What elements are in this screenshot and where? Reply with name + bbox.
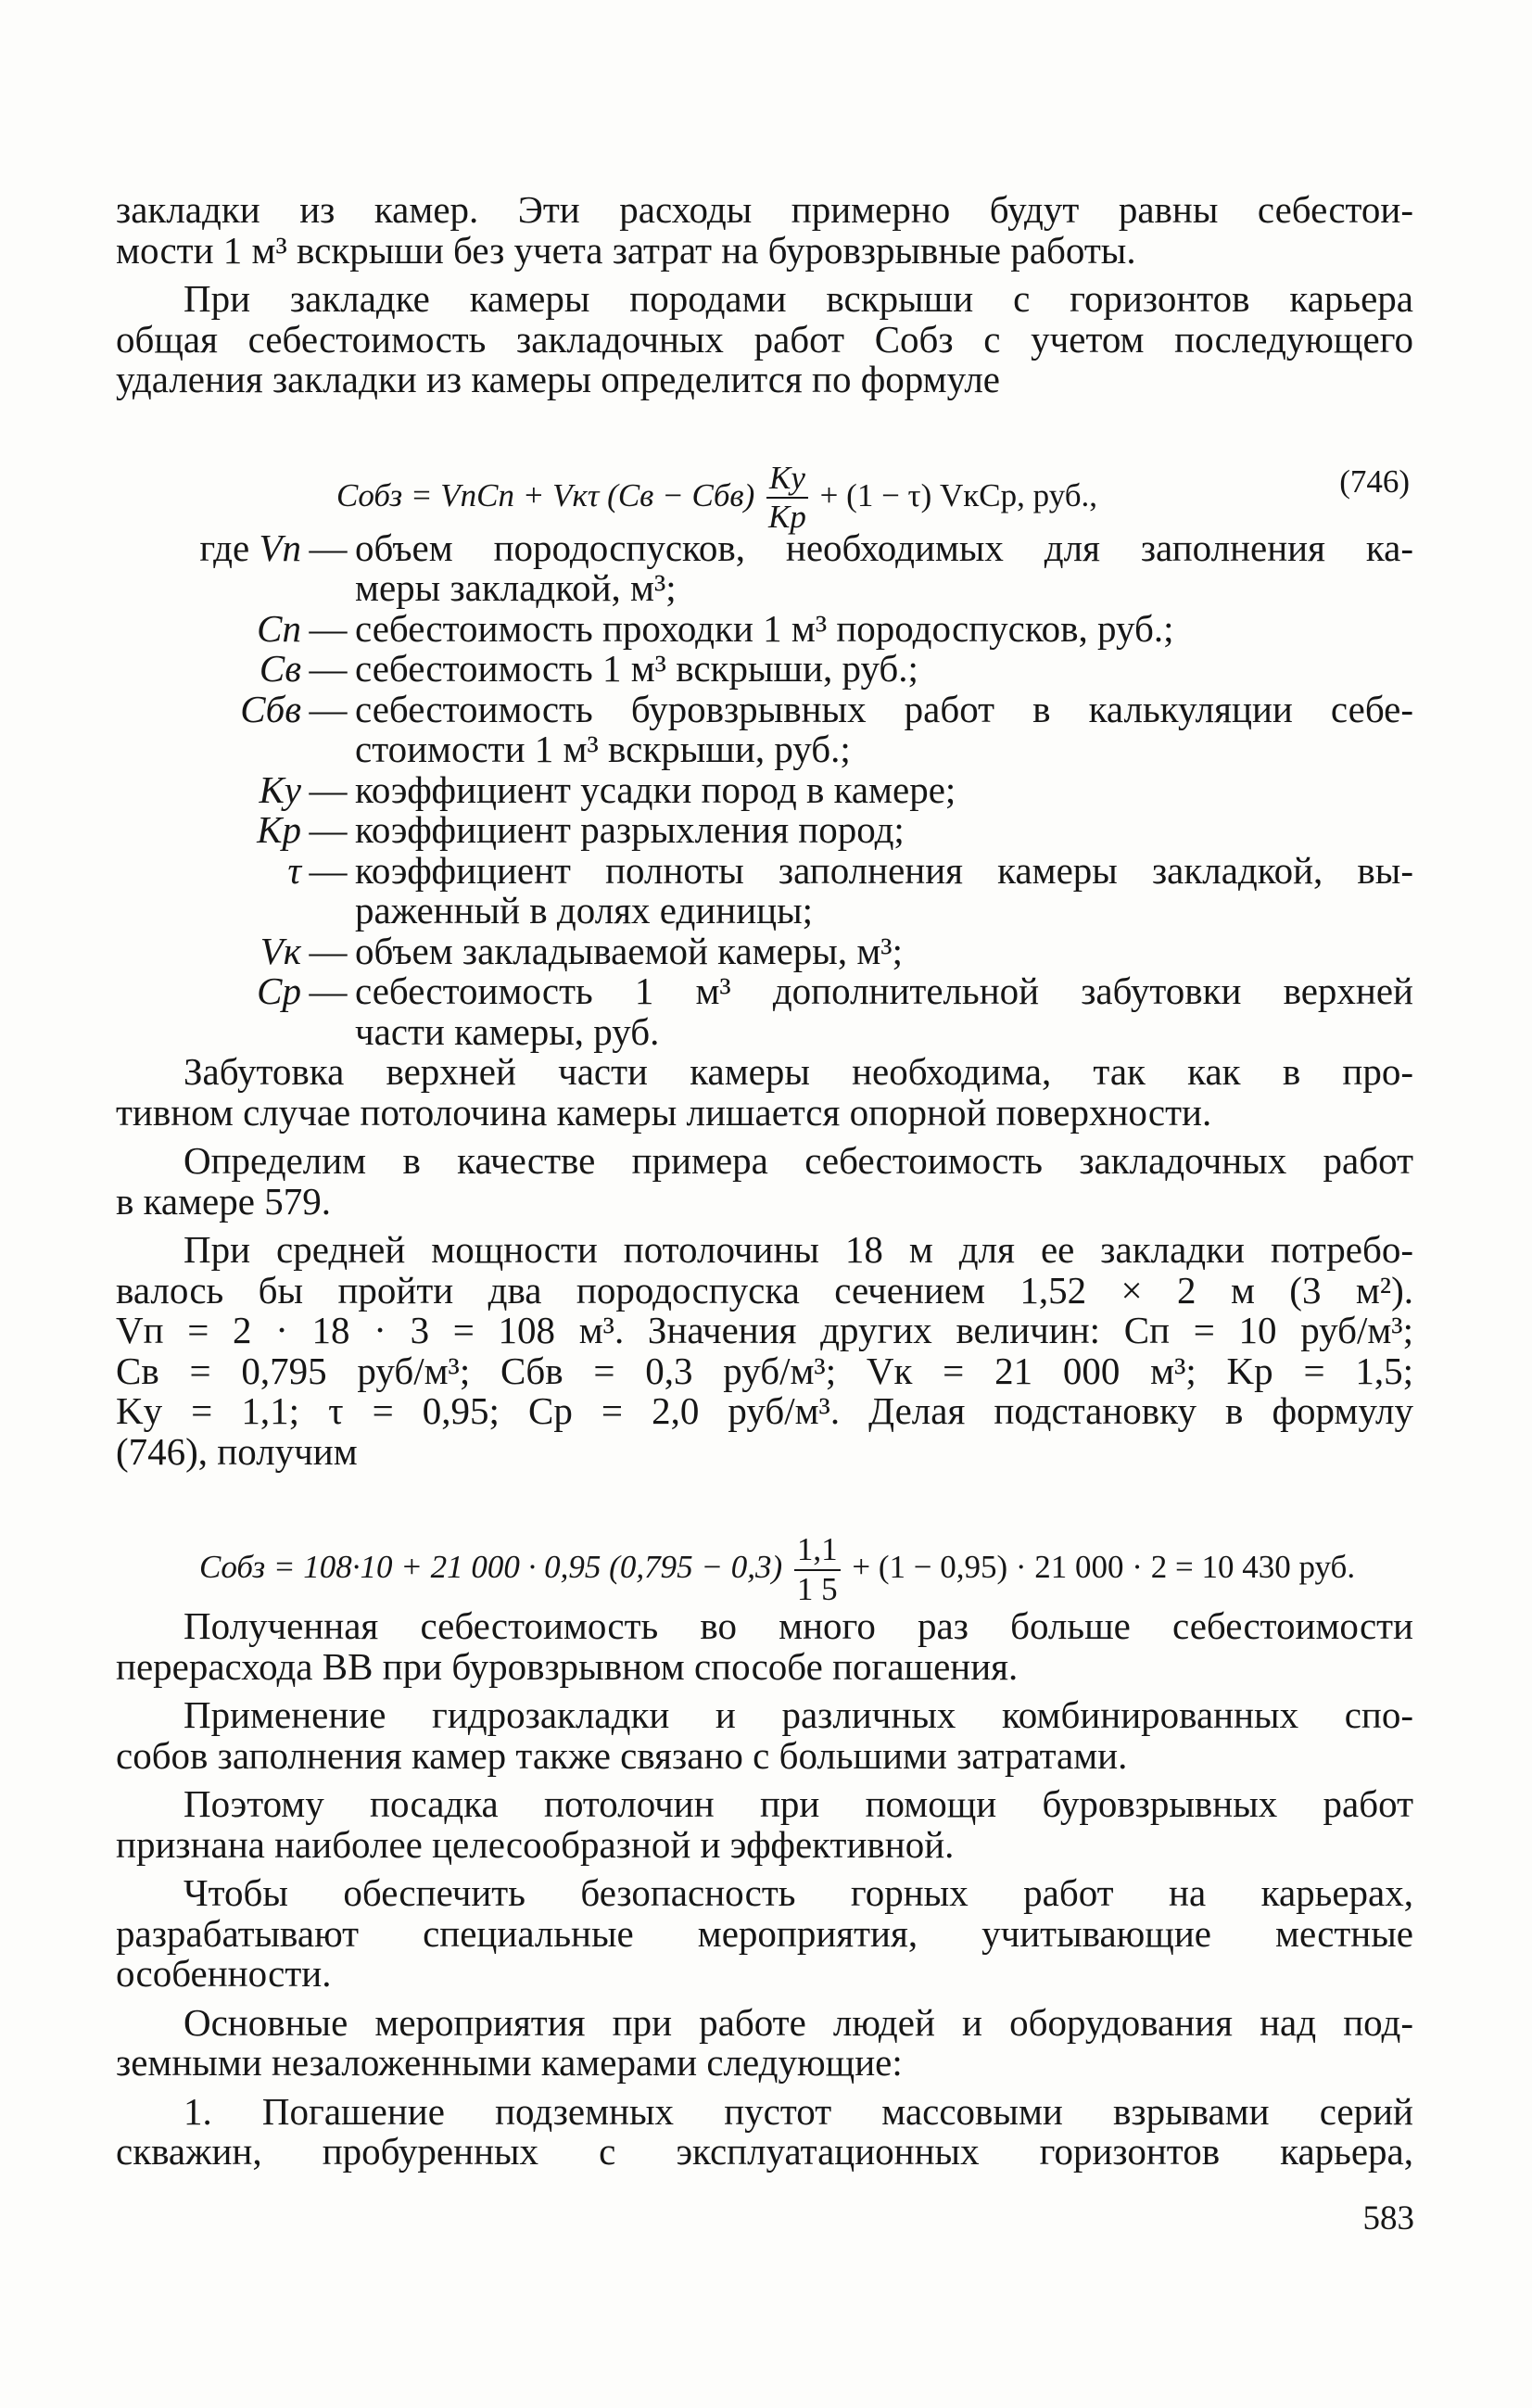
intro-line-1: закладки из камер. Эти расходы примерно будут равны себестои- xyxy=(116,188,1413,231)
glossary-symbol: Cр xyxy=(257,970,301,1012)
para4-line-2: валось бы пройти два породоспуска сечением 1,52 × 2 м (3 м²). xyxy=(116,1268,1413,1312)
para4-line-5: Kу = 1,1; τ = 0,95; Cр = 2,0 руб/м³. Делая подстановку в формулу xyxy=(116,1389,1413,1432)
para3-line-1: Определим в качестве примера себестоимость закладочных работ xyxy=(184,1139,1413,1182)
para9-line-1: Основные мероприятия при работе людей и оборудования над под- xyxy=(184,2000,1413,2044)
formula-746-fraction xyxy=(766,459,808,536)
glossary-desc-cont: стоимости 1 м³ вскрыши, руб.; xyxy=(355,728,851,770)
glossary-desc: объем закладываемой камеры, м³; xyxy=(355,929,903,972)
para5-line-1: Полученная себестоимость во много раз больше себестоимости xyxy=(184,1604,1413,1647)
formula-calculation xyxy=(116,1485,1413,1607)
para1-line-2: общая себестоимость закладочных работ Собз с учетом последующего xyxy=(116,317,1413,361)
para1-line-1: При закладке камеры породами вскрыши с горизонтов карьера xyxy=(184,277,1413,320)
formula-746-lhs: Cобз = VпCп + Vкτ (Cв − Cбв) xyxy=(336,476,755,513)
glossary-item xyxy=(116,848,1413,892)
glossary-dash: — xyxy=(309,970,348,1012)
glossary-item xyxy=(116,649,1413,690)
para10-line-2: скважин, пробуренных с эксплуатационных горизонтов карьера, xyxy=(116,2130,1413,2173)
para6-line-2: собов заполнения камер также связано с большими затратами. xyxy=(116,1733,1128,1777)
glossary-symbol: Cв xyxy=(259,647,301,690)
glossary-symbol: Kр xyxy=(257,808,301,851)
glossary-intro: где xyxy=(199,526,250,569)
para5-line-2: перерасхода ВВ при буровзрывном способе погашения. xyxy=(116,1644,1019,1688)
formula-calc-fraction xyxy=(794,1533,841,1607)
glossary-desc-cont: меры закладкой, м³; xyxy=(355,566,677,609)
formula-calc-rhs: + (1 − 0,95) · 21 000 · 2 = 10 430 руб. xyxy=(852,1548,1356,1585)
glossary-desc: коэффициент разрыхления пород; xyxy=(355,808,905,851)
formula-746-frac-den: Kр xyxy=(768,499,806,536)
formula-746 xyxy=(116,413,1413,536)
glossary-desc: себестоимость проходки 1 м³ породоспусков, руб.; xyxy=(355,606,1174,650)
para10-line-1: 1. Погашение подземных пустот массовыми взрывами серий xyxy=(184,2089,1413,2133)
glossary-symbol: Vк xyxy=(260,929,301,972)
para7-line-1: Поэтому посадка потолочин при помощи буровзрывных работ xyxy=(184,1782,1413,1825)
para6-line-1: Применение гидрозакладки и различных комбинированных спо- xyxy=(184,1693,1413,1736)
glossary-dash: — xyxy=(309,848,348,892)
para4-line-4: Cв = 0,795 руб/м³; Cбв = 0,3 руб/м³; Vк = 21 000 м³; Kр = 1,5; xyxy=(116,1349,1413,1392)
para7-line-2: признана наиболее целесообразной и эффективной. xyxy=(116,1822,955,1866)
para4-line-3: Vп = 2 · 18 · 3 = 108 м³. Значения других величин: Cп = 10 руб/м³; xyxy=(116,1309,1413,1351)
glossary-item xyxy=(116,606,1413,650)
glossary-dash: — xyxy=(309,767,348,811)
glossary-symbol: Cбв xyxy=(240,687,301,730)
para4-line-1: При средней мощности потолочины 18 м для ее закладки потребо- xyxy=(184,1228,1413,1271)
formula-746-frac-num: Kу xyxy=(766,462,808,500)
formula-746-body xyxy=(336,459,1098,536)
glossary-desc: коэффициент полноты заполнения камеры закладкой, вы- xyxy=(355,848,1413,892)
glossary-desc: объем породоспусков, необходимых для заполнения ка- xyxy=(355,526,1413,569)
glossary-desc: себестоимость 1 м³ вскрыши, руб.; xyxy=(355,647,918,690)
formula-calc-lhs: Cобз = 108·10 + 21 000 · 0,95 (0,795 − 0,3) xyxy=(199,1548,783,1585)
glossary-dash: — xyxy=(309,808,348,851)
para8-line-1: Чтобы обеспечить безопасность горных работ на карьерах, xyxy=(184,1871,1413,1914)
para4-line-6: (746), получим xyxy=(116,1429,358,1473)
glossary-item xyxy=(116,929,1413,972)
formula-746-rhs: + (1 − τ) VкCр, руб., xyxy=(819,476,1098,513)
intro-line-2: мости 1 м³ вскрыши без учета затрат на буровзрывные работы. xyxy=(116,228,1136,272)
glossary-symbol: Cп xyxy=(257,606,301,650)
glossary-dash: — xyxy=(309,687,348,730)
para2-line-1: Забутовка верхней части камеры необходима, так как в про- xyxy=(184,1050,1413,1093)
formula-746-number: (746) xyxy=(1339,463,1410,500)
glossary xyxy=(116,528,1413,1053)
glossary-desc-cont: части камеры, руб. xyxy=(355,1009,660,1053)
para2-line-2: тивном случае потолочина камеры лишается опорной поверхности. xyxy=(116,1090,1212,1134)
glossary-item xyxy=(116,767,1413,811)
glossary-dash: — xyxy=(309,929,348,972)
para8-line-2: разрабатывают специальные мероприятия, учитывающие местные xyxy=(116,1911,1413,1955)
glossary-desc-cont: раженный в долях единицы; xyxy=(355,889,814,932)
formula-calc-frac-den: 1 5 xyxy=(796,1570,838,1607)
glossary-symbol: τ xyxy=(287,848,301,892)
glossary-dash: — xyxy=(309,526,348,569)
formula-calc-frac-num: 1,1 xyxy=(794,1533,841,1571)
page-number: 583 xyxy=(1362,2199,1414,2237)
para3-line-2: в камере 579. xyxy=(116,1179,331,1223)
glossary-item xyxy=(116,687,1413,730)
para8-line-3: особенности. xyxy=(116,1952,332,1995)
glossary-item xyxy=(116,971,1413,1012)
glossary-dash: — xyxy=(309,606,348,650)
formula-calc-body xyxy=(199,1533,1355,1607)
glossary-desc: себестоимость буровзрывных работ в калькуляции себе- xyxy=(355,687,1413,730)
glossary-symbol: Kу xyxy=(259,767,301,811)
glossary-dash: — xyxy=(309,647,348,690)
glossary-item xyxy=(116,810,1413,851)
para1-line-3: удаления закладки из камеры определится по формуле xyxy=(116,358,1000,400)
glossary-symbol: где Vп xyxy=(199,526,301,569)
page-body xyxy=(116,190,1413,2173)
para9-line-2: земными незаложенными камерами следующие: xyxy=(116,2041,903,2084)
glossary-desc: себестоимость 1 м³ дополнительной забутовки верхней xyxy=(355,970,1413,1012)
glossary-desc: коэффициент усадки пород в камере; xyxy=(355,767,956,811)
